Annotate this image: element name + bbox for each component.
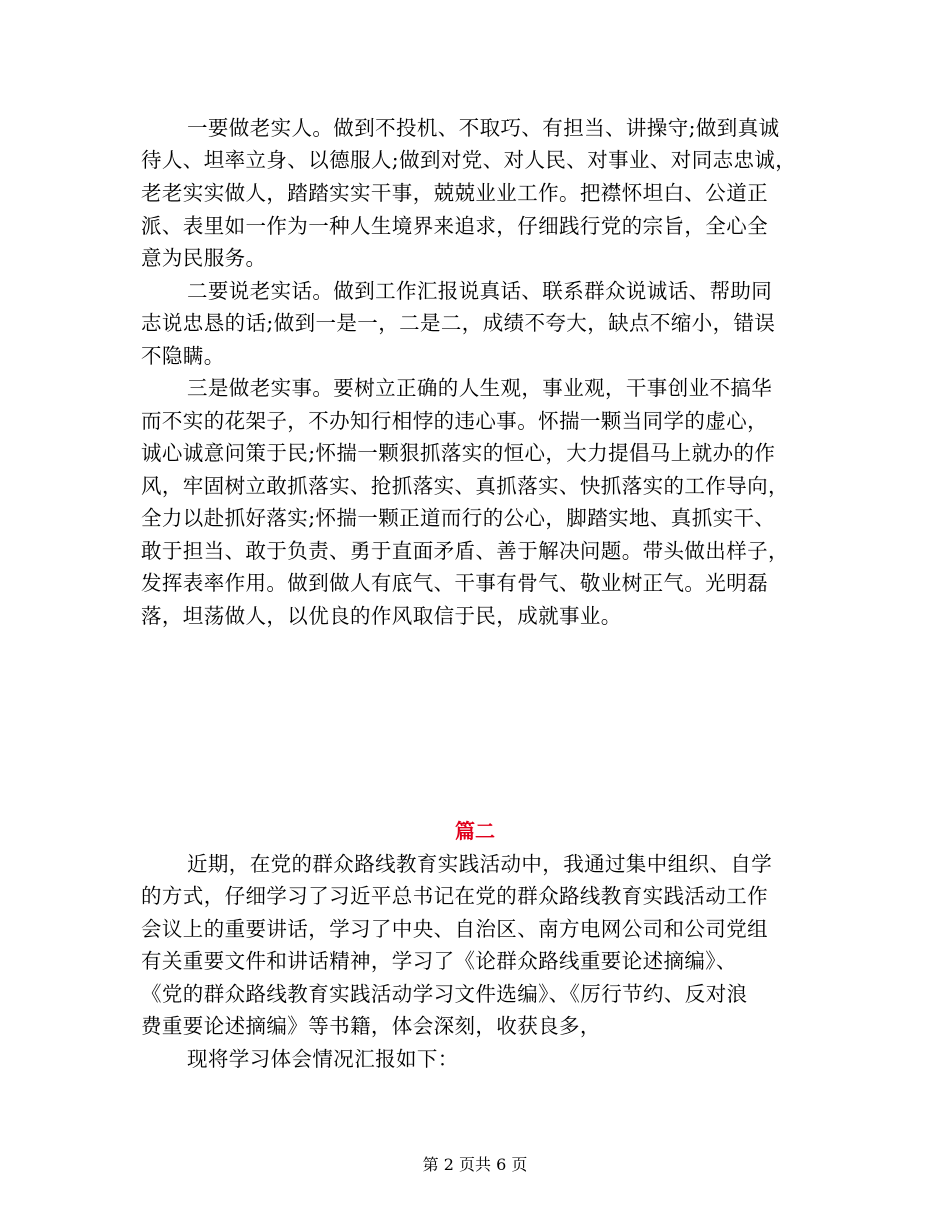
text-line: 待人、坦率立身、以德服人;做到对党、对人民、对事业、对同志忠诚， [141,148,797,172]
text-line: 一要做老实人。做到不投机、不取巧、有担当、讲操守;做到真诚 [187,116,780,140]
section-title: 篇二 [455,819,495,843]
text-line: 近期，在党的群众路线教育实践活动中，我通过集中组织、自学 [187,852,773,876]
text-line: 全力以赴抓好落实;怀揣一颗正道而行的公心，脚踏实地、真抓实干、 [141,506,776,530]
text-line: 敢于担当、敢于负责、勇于直面矛盾、善于解决问题。带头做出样子， [141,539,789,563]
text-line: 的方式，仔细学习了习近平总书记在党的群众路线教育实践活动工作 [141,884,768,908]
text-line: 老老实实做人，踏踏实实干事，兢兢业业工作。把襟怀坦白、公道正 [141,181,768,205]
page-number: 第 2 页共 6 页 [422,1155,528,1174]
text-line: 会议上的重要讲话，学习了中央、自治区、南方电网公司和公司党组 [141,917,768,941]
text-line: 意为民服务。 [141,246,267,270]
text-line: 三是做老实事。要树立正确的人生观，事业观，干事创业不搞华 [187,376,773,400]
text-line: 不隐瞒。 [141,344,225,368]
text-line: 有关重要文件和讲话精神，学习了《论群众路线重要论述摘编》、 [141,949,737,973]
text-line: 志说忠恳的话;做到一是一，二是二，成绩不夸大，缺点不缩小，错误 [141,311,776,335]
text-line: 《党的群众路线教育实践活动学习文件选编》、《厉行节约、反对浪 [141,982,748,1006]
text-line: 现将学习体会情况汇报如下： [187,1047,459,1071]
text-line: 费重要论述摘编》等书籍，体会深刻，收获良多， [141,1014,601,1038]
text-line: 落，坦荡做人，以优良的作风取信于民，成就事业。 [141,604,622,628]
text-line: 诚心诚意问策于民;怀揣一颗狠抓落实的恒心，大力提倡马上就办的作 [141,441,776,465]
text-line: 发挥表率作用。做到做人有底气、干事有骨气、敬业树正气。光明磊 [141,571,768,595]
text-line: 风，牢固树立敢抓落实、抢抓落实、真抓落实、快抓落实的工作导向， [141,474,789,498]
text-line: 二要说老实话。做到工作汇报说真话、联系群众说诚话、帮助同 [187,279,773,303]
text-line: 派、表里如一作为一种人生境界来追求，仔细践行党的宗旨，全心全 [141,214,768,238]
text-line: 而不实的花架子，不办知行相悖的违心事。怀揣一颗当同学的虚心， [141,409,768,433]
